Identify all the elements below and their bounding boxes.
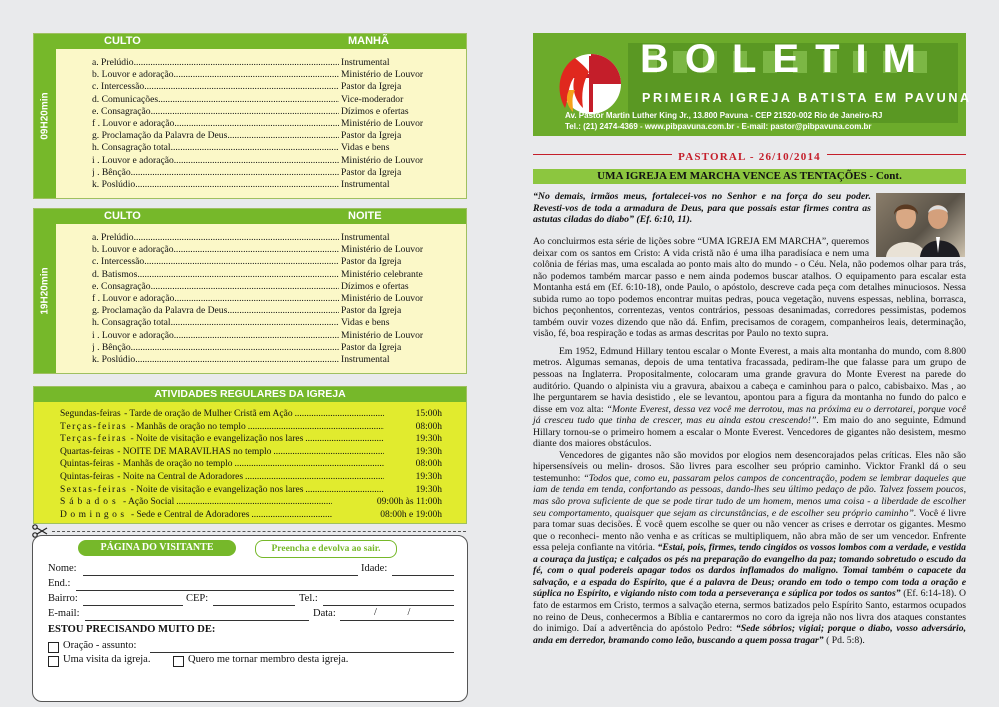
- list-item: k. Poslúdio ..... Instrumental: [92, 179, 466, 191]
- visitor-form-subtitle: Preencha e devolva ao sair.: [255, 540, 397, 558]
- date-field[interactable]: [340, 620, 454, 621]
- label-cep: CEP:: [186, 593, 209, 604]
- culto-noite-header: [56, 209, 466, 224]
- phone-field[interactable]: [323, 605, 454, 606]
- list-item: g. Proclamação da Palavra de Deus ..... Pastor da Igreja: [92, 130, 466, 142]
- activity-row: Quintas-feiras - Noite na Central de Adoradores ..... 19:30h: [60, 471, 442, 484]
- culto-period-label: NOITE: [348, 210, 382, 222]
- list-item: g. Proclamação da Palavra de Deus ..... Pastor da Igreja: [92, 305, 466, 317]
- label-tel: Tel.:: [299, 593, 318, 604]
- list-item: i . Louvor e adoração ..... Ministério de Louvor: [92, 155, 466, 167]
- list-item: h. Consagração total ..... Vidas e bens: [92, 317, 466, 329]
- list-item: h. Consagração total ..... Vidas e bens: [92, 142, 466, 154]
- boletim-title: BOLETIM: [640, 37, 932, 81]
- list-item: f . Louvor e adoração ..... Ministério de Louvor: [92, 118, 466, 130]
- cut-line: [52, 531, 466, 532]
- list-item: d. Comunicações ..... Vice-moderador: [92, 94, 466, 106]
- culto-noite-panel: [33, 208, 467, 374]
- list-item: d. Batismos ..... Ministério celebrante: [92, 269, 466, 281]
- culto-manha-header: [56, 34, 466, 49]
- culto-noite-list: [92, 232, 466, 366]
- label-idade: Idade:: [361, 563, 388, 574]
- list-item: b. Louvor e adoração ..... Ministério de Louvor: [92, 69, 466, 81]
- culto-col-label: CULTO: [104, 210, 141, 222]
- prayer-label: Oração - assunto:: [63, 640, 137, 651]
- culto-manha-time: 09H20min: [34, 34, 56, 198]
- pastoral-header: PASTORAL - 26/10/2014: [533, 147, 966, 162]
- article-body: [533, 236, 966, 646]
- church-contact: Tel.: (21) 2474-4369 - www.pibpavuna.com.br - E-mail: pastor@pibpavuna.com.br: [565, 122, 872, 131]
- paragraph-3: Vencedores de gigantes não são movidos por elogios nem desencorajados pelas críticas. Eles não são hipersensíveis ou melin- drosos. São livres para escolher seu próprio caminho. Vicktor Frankl dá o seu testemunho: “Todos que, como eu, passaram pelos campos de concentração, podem se lembrar daqueles que iam de tenda em tenda, confortando as pessoas, dando-lhes seu último pedaço de pão. Talvez fossem poucos, mas são prova suficiente de que se pode tirar tudo de um homem, menos uma coisa - a liberdade de escolher seu comportamento, quaisquer que sejam as circunstâncias, e de escolher seu próprio caminho”. Você é livre para tomar suas decisões. É você quem escolhe se quer ou não vencer as crises e derrotar os gigantes. Mesmo que o reconheci- mento não venha e as críticas se multipliquem, não abra mão de ser um vencedor. Enfrente essa peleja confiante na vitória. “Estai, pois, firmes, tendo cingidos os vossos lombos com a verdade, e vestida a couraça da justiça; e calçados os pés na preparação do evangelho da paz; tomando sobretudo o escudo da fé, com o qual podereis apagar todos os dardos inflamados do maligno. Tomai também o capacete da salvação, e a espada do Espírito, que é a palavra de Deus; orando em todo o tempo com toda a oração e súplica no Espírito, e vigiando nisto com toda a perseverança e súplica por todos os santos” (Ef. 6:14-18). O fato de estarmos em Cristo, termos a salvação eterna, sermos batizados pelo Espírito Santo, estarmos ocupados no reino de Deus, conhecermos a Bíblia e cantarermos no coro da igreja não nos livra dos ataques constantes do inimigo. Daí a advertência do apóstolo Pedro: “Sede sóbrios; vigiai; porque o diabo, vosso adversário, anda em derredor, bramando como leão, buscando a quem possa tragar” ( Pd. 5:8).: [533, 449, 967, 646]
- culto-col-label: CULTO: [104, 35, 141, 47]
- atividades-panel: [33, 386, 467, 524]
- list-item: b. Louvor e adoração ..... Ministério de Louvor: [92, 244, 466, 256]
- list-item: a. Prelúdio ..... Instrumental: [92, 57, 466, 69]
- activity-row: Sábados - Ação Social ..... 09:00h às 11:00h: [60, 496, 442, 509]
- atividades-title: ATIVIDADES REGULARES DA IGREJA: [34, 387, 466, 402]
- address-field[interactable]: [76, 590, 454, 591]
- age-field[interactable]: [392, 575, 454, 576]
- label-data: Data:: [313, 608, 336, 619]
- atividades-list: [60, 408, 442, 521]
- visitor-form: [32, 535, 468, 702]
- activity-row: Domingos - Sede e Central de Adoradores ..... 08:00h e 19:00h: [60, 509, 442, 522]
- prayer-checkbox[interactable]: [48, 642, 59, 653]
- list-item: j . Bênção ..... Pastor da Igreja: [92, 167, 466, 179]
- culto-manha-panel: [33, 33, 467, 199]
- activity-row: Segundas-feiras - Tarde de oração de Mulher Cristã em Ação ..... 15:00h: [60, 408, 442, 421]
- name-field[interactable]: [83, 575, 358, 576]
- prayer-subject-field[interactable]: [150, 652, 454, 653]
- label-nome: Nome:: [48, 563, 77, 574]
- visit-label: Uma visita da igreja.: [63, 654, 151, 665]
- list-item: f . Louvor e adoração ..... Ministério de Louvor: [92, 293, 466, 305]
- paragraph-1: Ao concluirmos esta série de lições sobre “UMA IGREJA EM MARCHA”, queremos deixar com os santos em Cristo: A vida cristã não é uma ilha paradisíaca e nem uma colônia de férias mas, uma escalada ao ponto mais alto do mundo - o Céu. Nela, não podemos olhar para trás, não podemos também marcar passo e nem ainda podemos buscar atalhos. O equipamento para escalar esta Montanha está em (Ef. 6:10-18), onde Paulo, o apóstolo, descreve cada peça com detalhes minuciosos. Nessa subida rumo ao topo podemos encontrar muitas pedras, pouca vegetação, nuvens espessas, neblina, borrasca, bichos peçonhentos, correntezas, ventos contrários, pessoas desanimadas, corredores pessimistas, podemos também ouvir vozes dizendo que não dá. Enfim, precisamos de coragem, companheiros leais, determinação, visão, fé, boa respiração e todas as armas descritas por Paulo no texto supra.: [533, 236, 966, 340]
- activity-row: Terças-feiras - Manhãs de oração no templo ..... 08:00h: [60, 421, 442, 434]
- paragraph-2: Em 1952, Edmund Hillary tentou escalar o Monte Everest, a mais alta montanha do mundo, com 8.800 metros. Algumas semanas, depois de uma tentativa fracassada, pediram-lhe que falasse para um grupo de pessoas na Inglaterra. Propositalmente, colocaram uma grande gravura do Monte Everest na parede do auditório. Quando o alpinista viu a gravura, abaixou a cabeça e caminhou para o palco, cabisbaixo. Mas , ao lhe perguntarem se havia desistido , ele se levantou, apontou para a figura da montanha no fundo do palco e disse em voz alta: “Monte Everest, dessa vez você me derrotou, mas na próxima eu o derrotarei, porque você já cresceu tudo que tinha de crescer, mas eu ainda estou crescendo!”. Em maio do ano seguinte, Edmund Hillary tornou-se o primeiro homem a escalar o Monte Everest. Vencedores de gigantes não desistem, mesmo diante dos maiores obstáculos.: [533, 345, 967, 450]
- church-address: Av. Pastor Martin Luther King Jr., 13.800 Pavuna - CEP 21520-002 Rio de Janeiro-RJ: [565, 111, 883, 120]
- list-item: a. Prelúdio ..... Instrumental: [92, 232, 466, 244]
- list-item: k. Poslúdio ..... Instrumental: [92, 354, 466, 366]
- visit-checkbox[interactable]: [48, 656, 59, 667]
- label-bairro: Bairro:: [48, 593, 78, 604]
- church-name: PRIMEIRA IGREJA BATISTA EM PAVUNA: [642, 91, 972, 105]
- list-item: c. Intercessão ..... Pastor da Igreja: [92, 256, 466, 268]
- culto-noite-time: 19H20min: [34, 209, 56, 373]
- label-end: End.:: [48, 578, 71, 589]
- list-item: e. Consagração ..... Dízimos e ofertas: [92, 281, 466, 293]
- member-checkbox[interactable]: [173, 656, 184, 667]
- list-item: i . Louvor e adoração ..... Ministério de Louvor: [92, 330, 466, 342]
- list-item: j . Bênção ..... Pastor da Igreja: [92, 342, 466, 354]
- activity-row: Quartas-feiras - NOITE DE MARAVILHAS no templo ..... 19:30h: [60, 446, 442, 459]
- member-label: Quero me tornar membro desta igreja.: [188, 654, 349, 665]
- culto-manha-list: [92, 57, 466, 191]
- article-title: UMA IGREJA EM MARCHA VENCE AS TENTAÇÕES - Cont.: [533, 169, 966, 184]
- activity-row: Quintas-feiras - Manhãs de oração no templo ..... 08:00h: [60, 458, 442, 471]
- culto-period-label: MANHÃ: [348, 35, 389, 47]
- activity-row: Terças-feiras - Noite de visitação e evangelização nos lares ..... 19:30h: [60, 433, 442, 446]
- date-separators: / /: [374, 607, 411, 618]
- list-item: e. Consagração ..... Dízimos e ofertas: [92, 106, 466, 118]
- email-field[interactable]: [85, 620, 309, 621]
- needs-heading: ESTOU PRECISANDO MUITO DE:: [48, 624, 216, 635]
- opening-quote: “No demais, irmãos meus, fortalecei-vos no Senhor e na força do seu poder. Revesti-vos de toda a armadura de Deus, para que possais estar firmes contra as astutas ciladas do diabo” (Ef. 6:10, 11).: [533, 191, 871, 226]
- visitor-form-title: PÁGINA DO VISITANTE: [78, 540, 236, 556]
- district-field[interactable]: [83, 605, 183, 606]
- list-item: c. Intercessão ..... Pastor da Igreja: [92, 81, 466, 93]
- cep-field[interactable]: [213, 605, 295, 606]
- label-email: E-mail:: [48, 608, 80, 619]
- activity-row: Sextas-feiras - Noite de visitação e evangelização nos lares ..... 19:30h: [60, 484, 442, 497]
